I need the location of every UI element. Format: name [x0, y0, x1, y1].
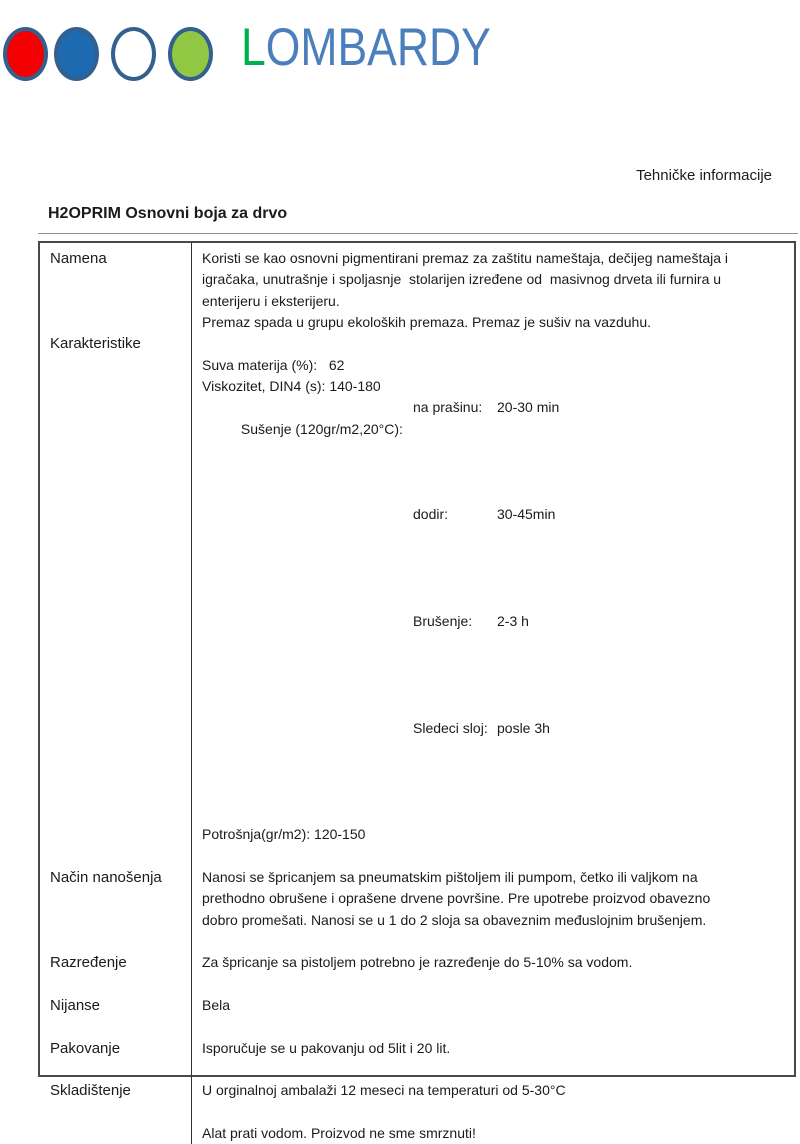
table-section-namena [40, 243, 794, 333]
brand-first-letter: L [241, 18, 266, 77]
text-line: Potrošnja(gr/m2): 120-150 [202, 826, 366, 843]
section-content [192, 243, 794, 333]
section-content [192, 995, 794, 1038]
text-line: Nanosi se špricanjem sa pneumatskim pištoljem ili pumpom, četko ili valjkom na [202, 868, 698, 885]
drying-sub-label: dodir: [413, 506, 449, 523]
text-line: Premaz spada u grupu ekoloških premaza. Premaz je sušiv na vazduhu. [202, 314, 652, 331]
text-line [202, 718, 790, 825]
drying-value: 2-3 h [497, 612, 529, 629]
drying-value: 30-45min [497, 506, 556, 523]
text-line [202, 611, 790, 718]
text-line: Bela [202, 997, 231, 1014]
drying-sub-label: na prašinu: [413, 399, 483, 416]
section-label: Karakteristike [40, 333, 192, 867]
section-content [192, 1038, 794, 1081]
section-label: Razređenje [40, 952, 192, 995]
section-label: Skladištenje [40, 1080, 192, 1144]
text-line [202, 846, 790, 867]
text-line [202, 397, 790, 504]
doc-type-label: Tehničke informacije [636, 167, 772, 184]
page-title: H2OPRIM Osnovni boja za drvo [48, 205, 288, 222]
section-content [192, 1080, 794, 1144]
text-line [202, 504, 790, 611]
text-line: Za špricanje sa pistoljem potrebno je razređenje do 5-10% sa vodom. [202, 954, 633, 971]
table-section-skladistenje [40, 1080, 794, 1144]
text-line [202, 931, 790, 952]
table-section-karakteristike [40, 333, 794, 867]
section-content [192, 952, 794, 995]
spec-table [38, 241, 796, 1142]
section-label: Način nanošenja [40, 867, 192, 952]
text-line: prethodno obrušene i oprašene drvene površine. Pre upotrebe proizvod obavezno [202, 890, 711, 907]
text-line: Alat prati vodom. Proizvod ne sme smrznuti! [202, 1125, 476, 1142]
text-line: igračaka, unutrašnje i spoljasnje stolarijen izređene od masivnog drveta ili furnira u [202, 271, 722, 288]
text-line: U orginalnoj ambalaži 12 meseci na temperaturi od 5-30°C [202, 1082, 566, 1099]
text-line [202, 333, 790, 354]
text-line [202, 1102, 790, 1123]
drying-main-label: Sušenje (120gr/m2,20°C): [240, 420, 403, 437]
text-line: enterijeru i eksterijeru. [202, 292, 340, 309]
text-line: Koristi se kao osnovni pigmentirani premaz za zaštitu nameštaja, dečijeg nameštaja i [202, 250, 729, 266]
text-line: Isporučuje se u pakovanju od 5lit i 20 lit. [202, 1039, 451, 1056]
brand-wordmark [241, 20, 491, 76]
logo-blue-circle-icon [54, 27, 99, 81]
logo-red-circle-icon [3, 27, 48, 81]
section-label: Namena [40, 243, 192, 333]
brand-rest: OMBARDY [265, 18, 491, 77]
company-logo [3, 27, 233, 83]
logo-green-circle-icon [168, 27, 213, 81]
section-content [192, 333, 794, 867]
drying-sub-label: Sledeci sloj: [413, 719, 488, 736]
text-line [202, 974, 790, 995]
table-section-razredjenje [40, 952, 794, 995]
table-section-nijanse [40, 995, 794, 1038]
text-line: Viskozitet, DIN4 (s): 140-180 [202, 378, 381, 395]
horizontal-rule [38, 233, 798, 234]
drying-sub-label: Brušenje: [413, 612, 473, 629]
table-section-pakovanje [40, 1038, 794, 1081]
section-content [192, 867, 794, 952]
section-label: Nijanse [40, 995, 192, 1038]
text-line [202, 1059, 790, 1080]
drying-value: posle 3h [497, 719, 550, 736]
text-line: Suva materija (%): 62 [202, 356, 345, 373]
logo-white-circle-icon [111, 27, 156, 81]
text-line: dobro promešati. Nanosi se u 1 do 2 sloja sa obaveznim međuslojnim brušenjem. [202, 911, 707, 928]
table-section-nacin-nanosenja [40, 867, 794, 952]
drying-value: 20-30 min [497, 399, 560, 416]
section-label: Pakovanje [40, 1038, 192, 1081]
text-line [202, 1016, 790, 1037]
